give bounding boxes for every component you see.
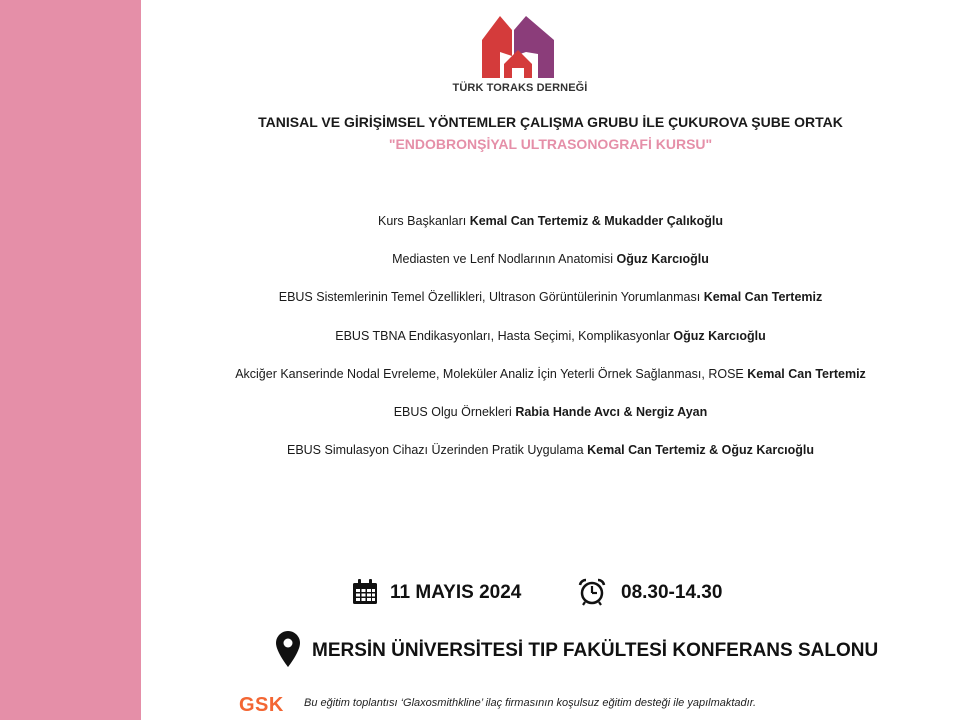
event-when	[0, 578, 960, 608]
program-topic: Akciğer Kanserinde Nodal Evreleme, Moleküler Analiz İçin Yeterli Örnek Sağlanması, ROSE	[235, 366, 744, 381]
page-title: TANISAL VE GİRİŞİMSEL YÖNTEMLER ÇALIŞMA GRUBU İLE ÇUKUROVA ŞUBE ORTAK	[258, 114, 843, 130]
event-date: 11 MAYIS 2024	[390, 582, 522, 603]
program-topic: EBUS Sistemlerinin Temel Özellikleri, Ultrason Görüntülerinin Yorumlanması	[278, 290, 701, 305]
program-item	[141, 443, 960, 481]
calendar-icon	[351, 578, 379, 611]
program-speaker: Oğuz Karcıoğlu	[616, 252, 709, 267]
program-item	[141, 405, 960, 443]
pink-sidebar	[0, 0, 141, 720]
program-speaker: Kemal Can Tertemiz & Mukadder Çalıkoğlu	[469, 214, 723, 228]
gsk-logo: GSK	[239, 694, 284, 716]
program-speaker: Rabia Hande Avcı & Nergiz Ayan	[515, 404, 708, 419]
program-speaker: Kemal Can Tertemiz	[703, 290, 823, 305]
program-topic: EBUS TBNA Endikasyonları, Hasta Seçimi, Komplikasyonlar	[335, 328, 670, 343]
alarm-clock-icon	[578, 578, 606, 611]
program-item	[141, 367, 960, 405]
event-time: 08.30-14.30	[621, 582, 723, 603]
logo-org-name: TÜRK TORAKS DERNEĞİ	[452, 82, 588, 94]
program-list	[141, 214, 960, 481]
course-name: "ENDOBRONŞİYAL ULTRASONOGRAFİ KURSU"	[388, 136, 713, 152]
sponsor-disclaimer: Bu eğitim toplantısı ‘Glaxosmithkline’ ilaç firmasının koşulsuz eğitim desteği ile yapılmaktadır.	[304, 697, 757, 709]
program-item	[141, 214, 960, 252]
program-topic: Mediasten ve Lenf Nodlarının Anatomisi	[392, 252, 614, 267]
program-speaker: Kemal Can Tertemiz	[747, 366, 866, 381]
event-venue: MERSİN ÜNİVERSİTESİ TIP FAKÜLTESİ KONFERANS SALONU	[312, 640, 879, 661]
program-item	[141, 252, 960, 290]
program-speaker: Oğuz Karcıoğlu	[673, 328, 766, 343]
program-speaker: Kemal Can Tertemiz & Oğuz Karcıoğlu	[587, 443, 815, 458]
program-item	[141, 329, 960, 367]
program-topic: EBUS Olgu Örnekleri	[393, 404, 512, 419]
program-topic: Kurs Başkanları	[377, 214, 467, 228]
location-pin-icon	[276, 631, 300, 672]
program-topic: EBUS Simulasyon Cihazı Üzerinden Pratik Uygulama	[286, 443, 588, 458]
program-item	[141, 290, 960, 328]
